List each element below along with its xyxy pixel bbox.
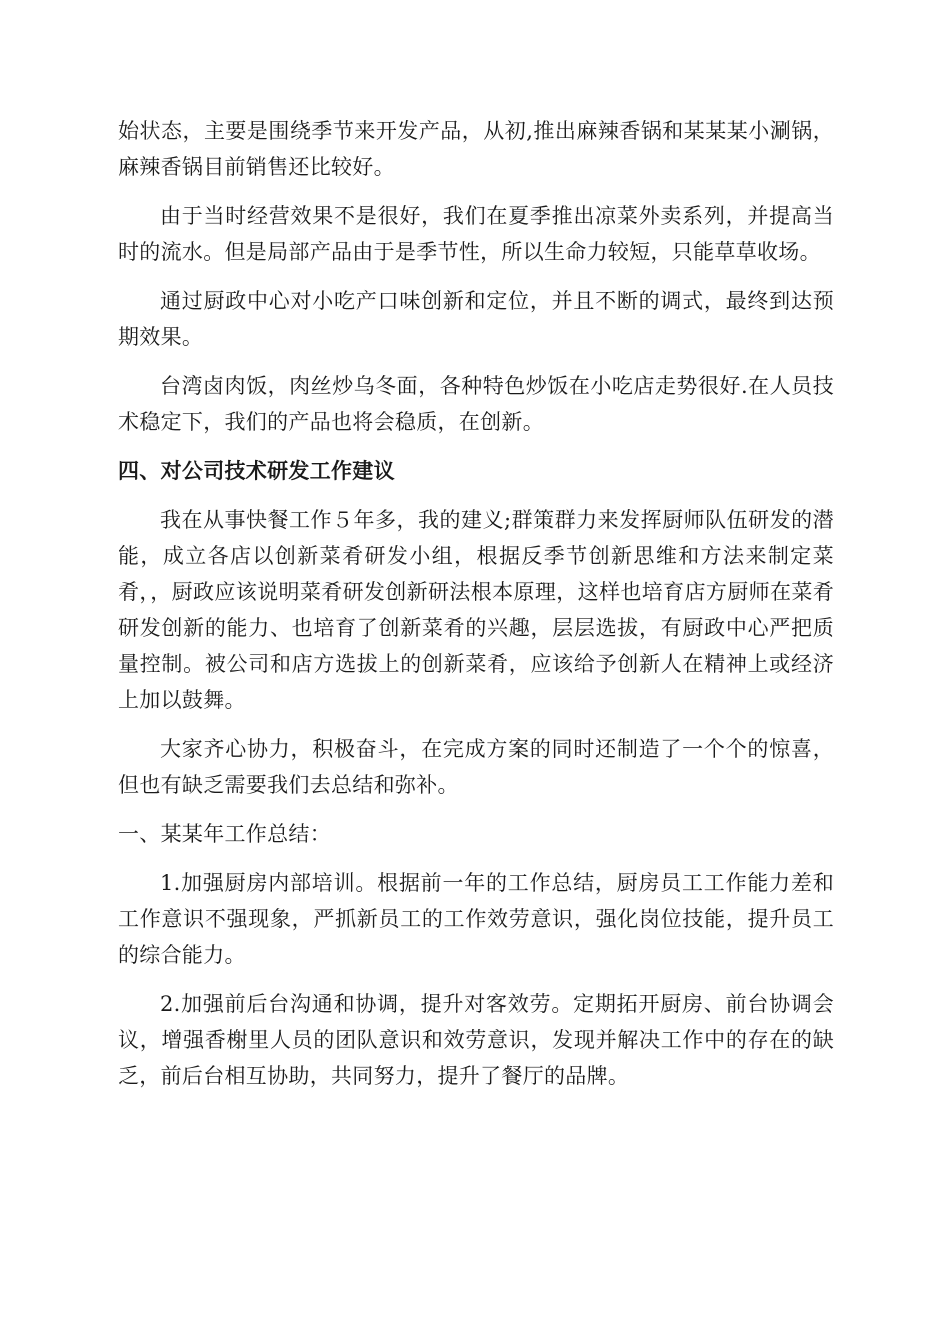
paragraph-summer-cold-dishes: 由于当时经营效果不是很好，我们在夏季推出凉菜外卖系列，并提高当时的流水。但是局部产品由于是季节性，所以生命力较短，只能草草收场。 xyxy=(118,204,834,264)
paragraph-teamwork: 大家齐心协力，积极奋斗，在完成方案的同时还制造了一个个的惊喜，但也有缺乏需要我们去总结和弥补。 xyxy=(118,737,834,797)
paragraph-taiwan-dishes: 台湾卤肉饭，肉丝炒乌冬面，各种特色炒饭在小吃店走势很好.在人员技术稳定下，我们的产品也将会稳质，在创新。 xyxy=(118,374,834,434)
section-heading-year-summary: 一、某某年工作总结： xyxy=(118,822,331,846)
list-item-front-back-coordination: 2.加强前后台沟通和协调，提升对客效劳。定期拓开厨房、前台协调会议，增强香榭里人员的团队意识和效劳意识，发现并解决工作中的存在的缺乏，前后台相互协助，共同努力，提升了餐厅的品牌。 xyxy=(118,992,834,1088)
paragraph-kitchen-center-innovation: 通过厨政中心对小吃产口味创新和定位，并且不断的调式，最终到达预期效果。 xyxy=(118,289,834,349)
paragraph-suggestion-details: 我在从事快餐工作５年多，我的建义;群策群力来发挥厨师队伍研发的潜能，成立各店以创新菜肴研发小组，根据反季节创新思维和方法来制定菜肴，，厨政应该说明菜肴研发创新研法根本原理，这样也培育店方厨师在菜肴研发创新的能力、也培育了创新菜肴的兴趣，层层选拔，有厨政中心严把质量控制。被公司和店方选拔上的创新菜肴，应该给予创新人在精神上或经济上加以鼓舞。 xyxy=(118,508,834,712)
paragraph-continuation: 始状态，主要是围绕季节来开发产品，从初,推出麻辣香锅和某某某小涮锅，麻辣香锅目前销售还比较好。 xyxy=(118,119,834,179)
list-item-kitchen-training: 1.加强厨房内部培训。根据前一年的工作总结，厨房员工工作能力差和工作意识不强现象，严抓新员工的工作效劳意识，强化岗位技能，提升员工的综合能力。 xyxy=(118,871,834,967)
document-page xyxy=(118,113,834,1107)
section-heading-suggestions: 四、对公司技术研发工作建议 xyxy=(118,459,395,483)
